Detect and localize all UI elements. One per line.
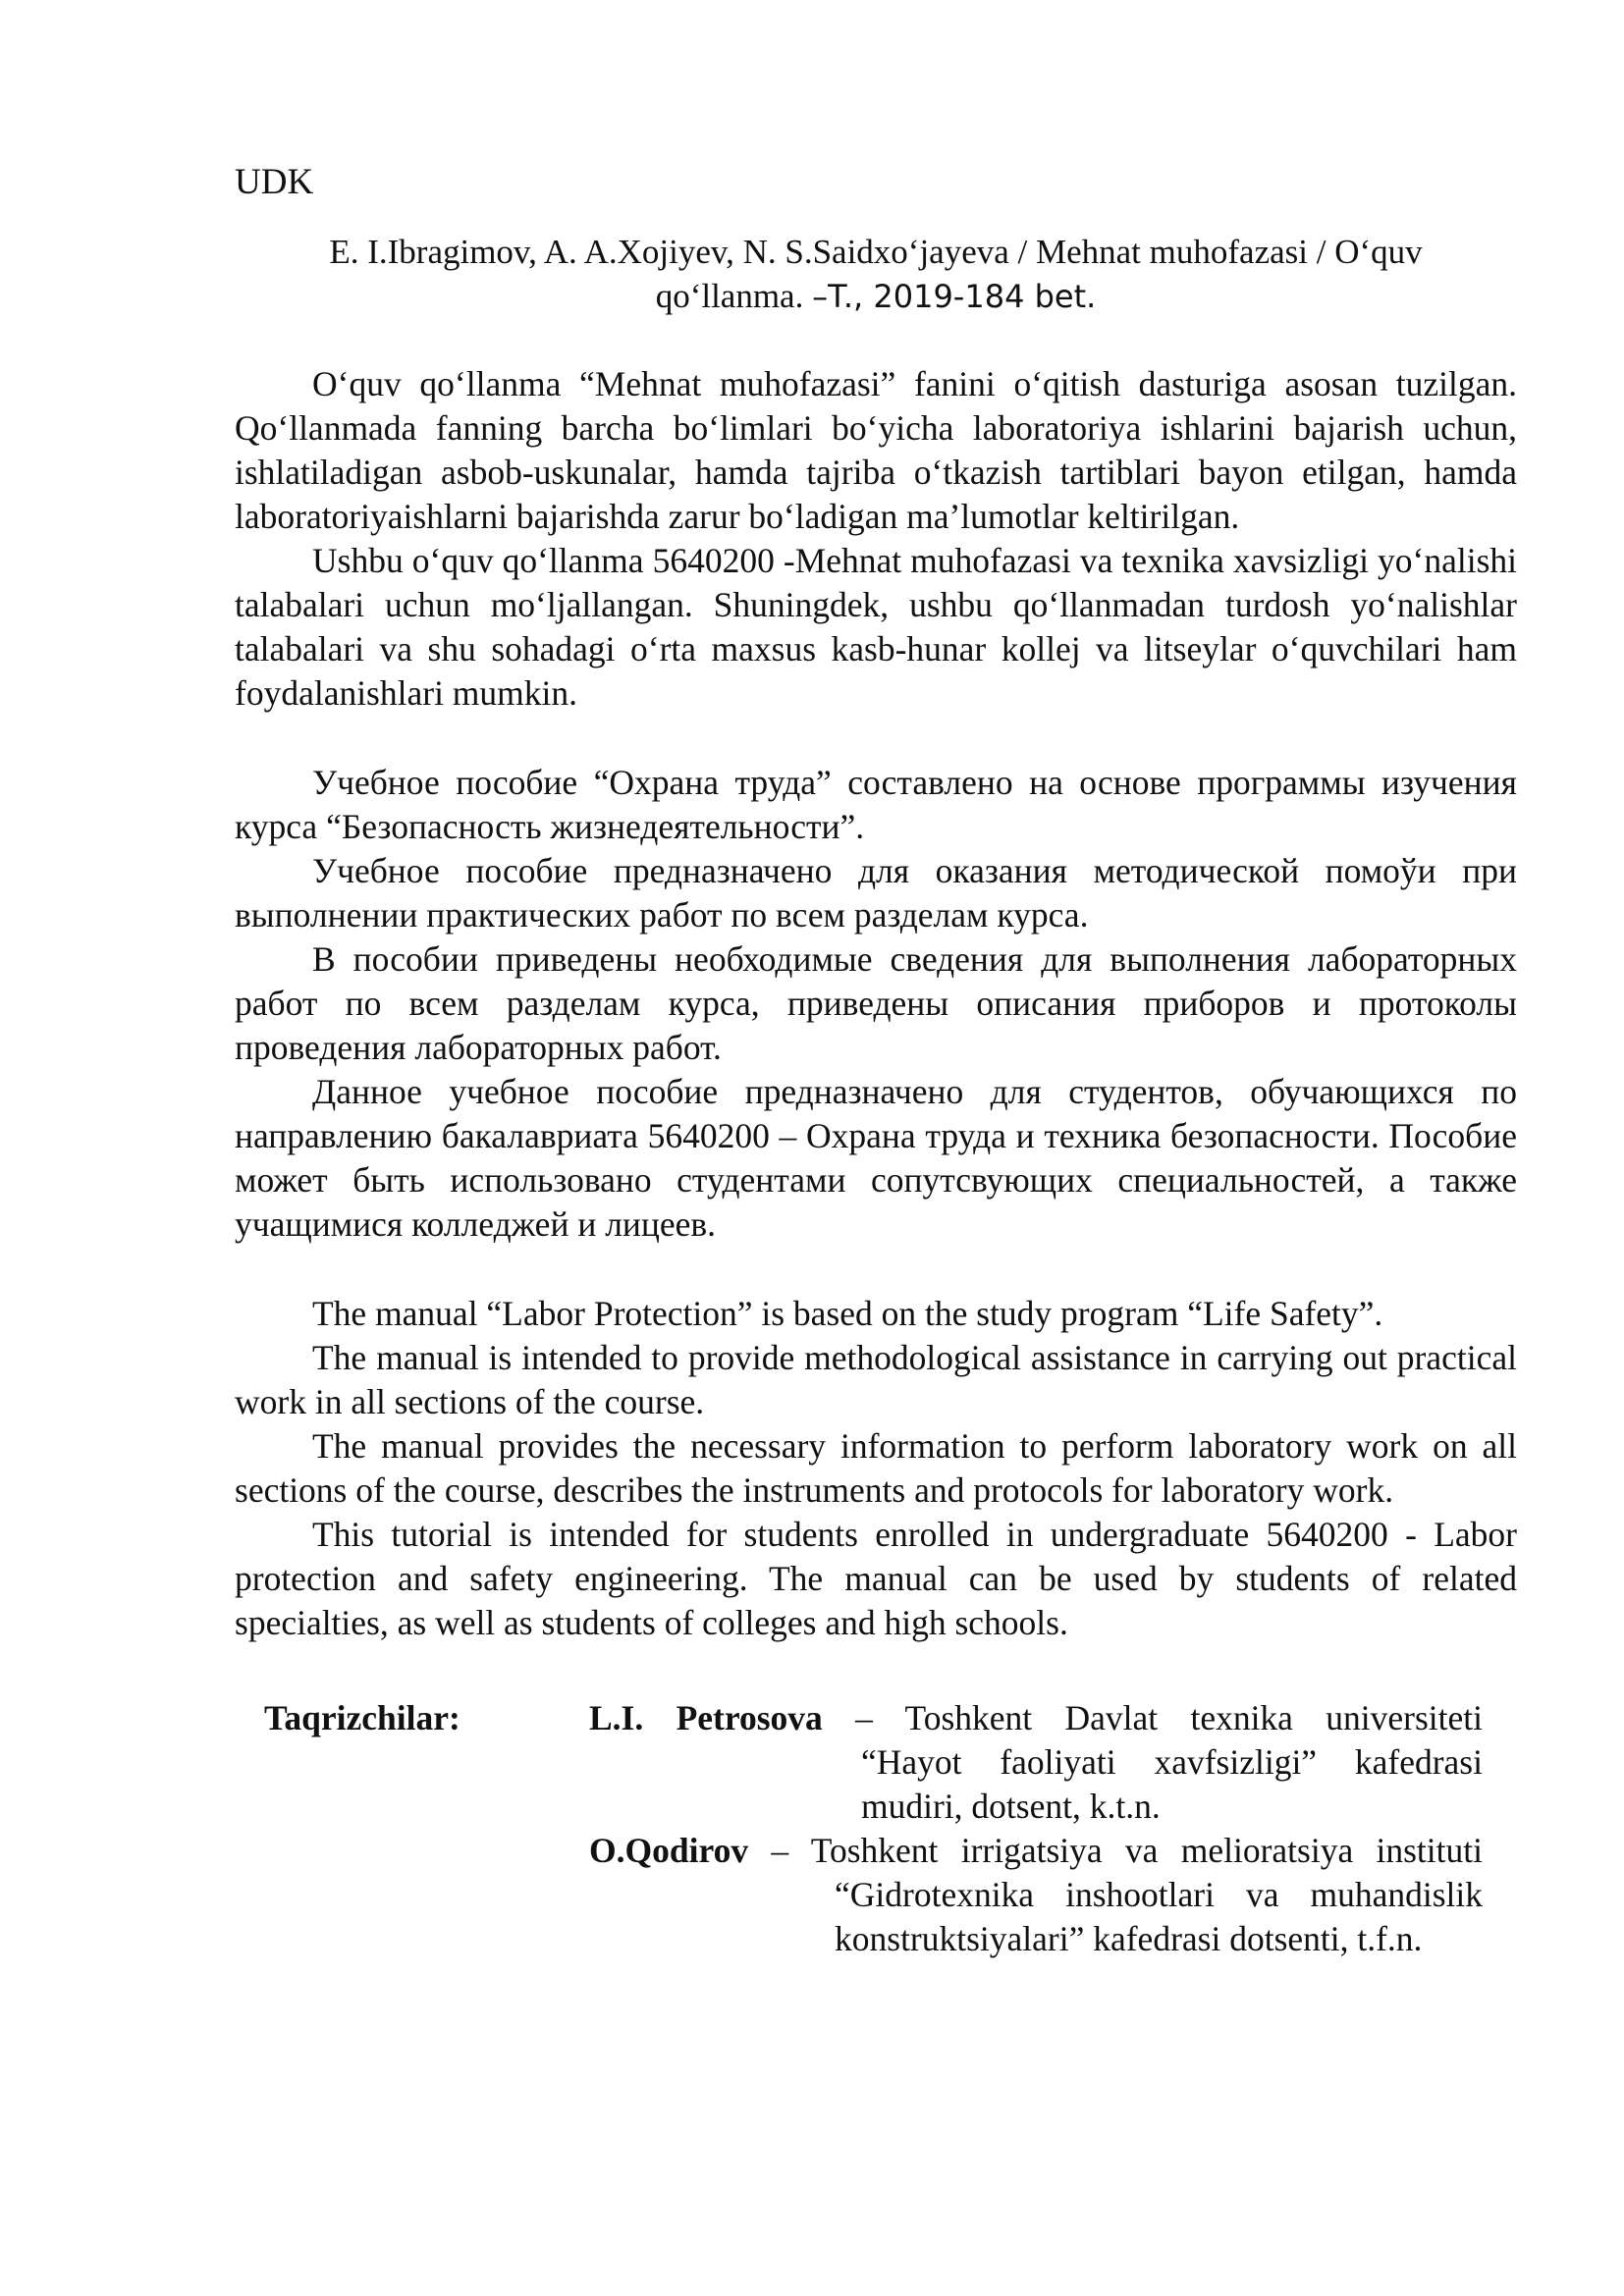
paragraph: O‘quv qo‘llanma “Mehnat muhofazasi” fanini o‘qitish dasturiga asosan tuzilgan. Qo‘llanmada fanning barcha bo‘limlari bo‘yicha laboratoriya ishlarini bajarish uchun, ishlatiladigan asbob-uskunalar, hamda tajriba o‘tkazish tartiblari bayon etilgan, hamda laboratoriyaishlarni bajarishda zarur bo‘ladigan ma’lumotlar keltirilgan. xyxy=(235,364,1517,536)
uzbek-abstract xyxy=(235,362,1517,716)
citation-line-2-sans: –T., 2019-184 bet. xyxy=(812,278,1097,315)
paragraph: Учебное пособие предназначено для оказания методической помоўи при выполнении практических работ по всем разделам курса. xyxy=(235,851,1517,934)
paragraph: The manual provides the necessary information to perform laboratory work on all sections of the course, describes the instruments and protocols for laboratory work. xyxy=(235,1426,1517,1510)
paragraph: The manual “Labor Protection” is based on the study program “Life Safety”. xyxy=(312,1294,1383,1333)
citation-line-2-serif: qo‘llanma. xyxy=(655,277,804,315)
paragraph: The manual is intended to provide methodological assistance in carrying out practical work in all sections of the course. xyxy=(235,1338,1517,1421)
reviewers-section xyxy=(235,1696,1517,1991)
reviewer-affiliation-line: – Toshkent irrigatsiya va melioratsiya instituti xyxy=(748,1831,1483,1870)
english-abstract xyxy=(235,1292,1517,1645)
reviewer-first-line xyxy=(589,1696,1483,1740)
paragraph: This tutorial is intended for students enrolled in undergraduate 5640200 - Labor protection and safety engineering. The manual can be used by students of related specialties, as well as students of colleges and high schools. xyxy=(235,1515,1517,1642)
reviewer-name: O.Qodirov xyxy=(589,1831,749,1870)
russian-abstract xyxy=(235,761,1517,1247)
reviewer-affiliation: “Hayot faoliyati xavfsizligi” kafedrasi mudiri, dotsent, k.t.n. xyxy=(861,1742,1483,1826)
bibliographic-citation xyxy=(235,230,1517,319)
reviewer-affiliation-line: – Toshkent Davlat texnika universiteti xyxy=(822,1698,1483,1737)
reviewer-entry xyxy=(589,1696,1483,1829)
paragraph: Данное учебное пособие предназначено для студентов, обучающихся по направлению бакалавриата 5640200 – Охрана труда и техника безопасности. Пособие может быть использовано студентами сопутсвующих специальностей, а также учащимися колледжей и лицеев. xyxy=(235,1072,1517,1244)
udk-label: UDK xyxy=(235,162,314,202)
citation-line-1: E. I.Ibragimov, A. A.Xojiyev, N. S.Saidxo‘jayeva / Mehnat muhofazasi / O‘quv xyxy=(329,233,1423,271)
reviewer-entry xyxy=(589,1829,1483,1961)
reviewers-label: Taqrizchilar: xyxy=(264,1698,460,1737)
document-page xyxy=(235,147,1517,1991)
reviewer-name: L.I. Petrosova xyxy=(589,1698,823,1737)
reviewer-affiliation: “Gidrotexnika inshootlari va muhandislik konstruktsiyalari” kafedrasi dotsenti, t.f.n. xyxy=(835,1875,1483,1958)
paragraph: Учебное пособие “Охрана труда” составлено на основе программы изучения курса “Безопасность жизнедеятельности”. xyxy=(235,763,1517,846)
reviewer-first-line xyxy=(589,1829,1483,1873)
paragraph: Ushbu o‘quv qo‘llanma 5640200 -Mehnat muhofazasi va texnika xavsizligi yo‘nalishi talabalari uchun mo‘ljallangan. Shuningdek, ushbu qo‘llanmadan turdosh yo‘nalishlar talabalari va shu sohadagi o‘rta maxsus kasb-hunar kollej va litseylar o‘quvchilari ham foydalanishlari mumkin. xyxy=(235,541,1517,713)
paragraph: В пособии приведены необходимые сведения для выполнения лабораторных работ по всем разделам курса, приведены описания приборов и протоколы проведения лабораторных работ. xyxy=(235,939,1517,1067)
